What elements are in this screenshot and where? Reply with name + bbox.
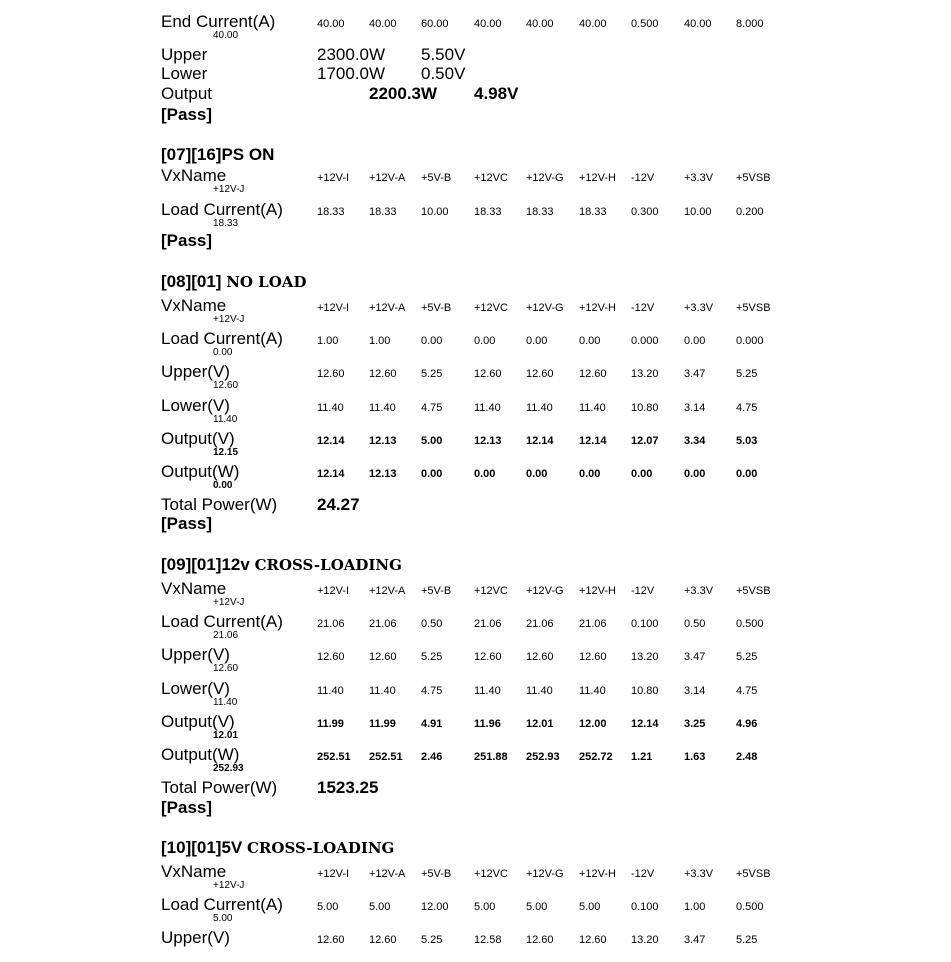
value-cell: 18.33 (474, 206, 502, 218)
value-cell: +3.3V (684, 868, 714, 880)
row-sub-value: +12V-J (213, 314, 245, 325)
value-cell: 12.60 (526, 934, 554, 946)
value-cell: 0.00 (684, 335, 706, 347)
value-cell: 12.13 (369, 435, 397, 447)
value-cell: 5.00 (579, 901, 601, 913)
value-cell: 12.58 (474, 934, 502, 946)
value-cell: 12.60 (579, 368, 607, 380)
value-cell: 3.47 (684, 651, 706, 663)
value-cell: 21.06 (579, 618, 607, 630)
value-cell: 12.60 (526, 368, 554, 380)
value-cell: +12V-I (317, 172, 350, 184)
row-sub-value: 18.33 (213, 218, 239, 229)
value-cell: 0.000 (631, 335, 659, 347)
value-cell: 5.25 (421, 934, 443, 946)
value-cell: 21.06 (317, 618, 345, 630)
row-label: Output(V) (161, 429, 235, 448)
value-cell: 8.000 (736, 18, 764, 30)
value-cell: 10.80 (631, 685, 659, 697)
value-cell: 5.00 (474, 901, 496, 913)
value-cell: 21.06 (526, 618, 554, 630)
vxname-row (0, 296, 951, 330)
row-label: Output(W) (161, 462, 240, 481)
value-cell: 11.40 (474, 685, 501, 697)
value-cell: +5V-B (421, 172, 452, 184)
value-cell: 12.60 (474, 651, 502, 663)
value-cell: 3.25 (684, 718, 706, 730)
value-cell: 12.14 (317, 435, 345, 447)
value-cell: 11.40 (317, 402, 344, 414)
value-cell: 12.60 (317, 368, 345, 380)
value-cell: +12V-H (579, 868, 616, 880)
value-cell: 5.00 (526, 901, 548, 913)
row-label: Load Current(A) (161, 200, 283, 219)
upper-voltage-row (0, 645, 951, 679)
value-cell: 11.99 (369, 718, 396, 730)
value-cell: +5V-B (421, 868, 452, 880)
row-sub-value: 11.40 (213, 697, 238, 708)
upper-volt: 5.50V (421, 45, 466, 64)
value-cell: 12.14 (526, 435, 554, 447)
lower-volt: 0.50V (421, 64, 466, 83)
value-cell: 4.91 (421, 718, 443, 730)
value-cell: 12.14 (317, 468, 345, 480)
value-cell: 18.33 (526, 206, 554, 218)
value-cell: 0.100 (631, 901, 659, 913)
output-voltage-row (0, 429, 951, 463)
vxname-row (0, 862, 951, 896)
value-cell: 12.14 (631, 718, 659, 730)
value-cell: 12.60 (579, 651, 607, 663)
output-voltage-row (0, 712, 951, 746)
value-cell: +12V-I (317, 302, 350, 314)
value-cell: 18.33 (579, 206, 607, 218)
value-cell: 4.96 (736, 718, 758, 730)
value-cell: 12.60 (369, 368, 397, 380)
value-cell: 11.99 (317, 718, 344, 730)
value-cell: 5.00 (317, 901, 339, 913)
row-label: Lower(V) (161, 679, 230, 698)
value-cell: 12.07 (631, 435, 659, 447)
value-cell: +12V-A (369, 585, 406, 597)
output-volt: 4.98V (474, 84, 519, 103)
value-cell: 12.60 (579, 934, 607, 946)
value-cell: 0.50 (684, 618, 706, 630)
value-cell: 12.60 (369, 934, 397, 946)
value-cell: 12.14 (579, 435, 607, 447)
value-cell: +5V-B (421, 585, 452, 597)
value-cell: +12V-G (526, 302, 564, 314)
row-sub-value: 252.93 (213, 763, 244, 774)
total-power-label: Total Power(W) (161, 495, 278, 514)
load-current-row (0, 329, 951, 363)
value-cell: +12V-H (579, 585, 616, 597)
value-cell: 11.40 (579, 402, 606, 414)
value-cell: 0.00 (421, 335, 443, 347)
value-cell: 11.96 (474, 718, 501, 730)
value-cell: +12V-I (317, 868, 350, 880)
value-cell: +3.3V (684, 302, 714, 314)
load-current-row (0, 200, 951, 234)
value-cell: 12.60 (369, 651, 397, 663)
section-id: [08][01] (161, 272, 227, 291)
row-label: Upper(V) (161, 362, 230, 381)
value-cell: +3.3V (684, 585, 714, 597)
value-cell: 0.50 (421, 618, 443, 630)
row-label: Output(W) (161, 745, 240, 764)
value-cell: 5.03 (736, 435, 758, 447)
output-label: Output (161, 84, 213, 103)
section-title: NO LOAD (226, 273, 307, 291)
value-cell: 0.200 (736, 206, 764, 218)
value-cell: 3.14 (684, 402, 706, 414)
pass-status: [Pass] (161, 798, 213, 817)
value-cell: 1.00 (317, 335, 339, 347)
value-cell: +12VC (474, 302, 508, 314)
vxname-row (0, 579, 951, 613)
value-cell: 12.60 (474, 368, 502, 380)
value-cell: 0.500 (736, 618, 764, 630)
end-current-row (0, 12, 951, 46)
value-cell: 3.47 (684, 934, 706, 946)
value-cell: +12V-G (526, 585, 564, 597)
value-cell: +3.3V (684, 172, 714, 184)
section-heading: [07][16]PS ON (161, 145, 275, 164)
value-cell: 21.06 (369, 618, 397, 630)
value-cell: 40.00 (474, 18, 502, 30)
value-cell: 251.88 (474, 751, 508, 763)
section-heading (161, 555, 402, 575)
value-cell: 0.500 (631, 18, 659, 30)
value-cell: +5VSB (736, 302, 771, 314)
upper-watt: 2300.0W (317, 45, 386, 64)
row-label: Upper(V) (161, 928, 230, 947)
value-cell: 0.00 (474, 335, 496, 347)
value-cell: 13.20 (631, 368, 659, 380)
value-cell: +12VC (474, 172, 508, 184)
value-cell: 12.13 (369, 468, 397, 480)
value-cell: 0.00 (684, 468, 706, 480)
value-cell: 12.01 (526, 718, 554, 730)
total-power-value: 1523.25 (317, 778, 379, 797)
total-power-value: 24.27 (317, 495, 360, 514)
value-cell: 1.63 (684, 751, 706, 763)
lower-label: Lower (161, 64, 208, 83)
lower-watt: 1700.0W (317, 64, 386, 83)
value-cell: 0.00 (526, 468, 548, 480)
value-cell: 1.00 (684, 901, 706, 913)
row-label: Load Current(A) (161, 329, 283, 348)
value-cell: 5.25 (736, 368, 758, 380)
value-cell: +5VSB (736, 172, 771, 184)
row-sub-value: 11.40 (213, 414, 238, 425)
value-cell: 4.75 (421, 685, 443, 697)
value-cell: 11.40 (526, 402, 553, 414)
value-cell: -12V (631, 868, 655, 880)
value-cell: 12.00 (579, 718, 607, 730)
value-cell: 4.75 (421, 402, 443, 414)
section-id: [10][01]5V (161, 838, 247, 857)
value-cell: 2.48 (736, 751, 758, 763)
pass-status: [Pass] (161, 105, 213, 124)
value-cell: 252.51 (317, 751, 351, 763)
value-cell: 11.40 (369, 402, 396, 414)
row-sub-value: 12.01 (213, 730, 239, 741)
value-cell: 10.00 (684, 206, 712, 218)
pass-status: [Pass] (161, 514, 213, 533)
row-sub-value: 21.06 (213, 630, 239, 641)
output-watt-row (0, 462, 951, 496)
value-cell: 5.25 (736, 651, 758, 663)
value-cell: 10.80 (631, 402, 659, 414)
value-cell: 0.00 (421, 468, 443, 480)
value-cell: 40.00 (369, 18, 397, 30)
value-cell: +12VC (474, 868, 508, 880)
pass-status: [Pass] (161, 231, 213, 250)
section-heading (161, 272, 306, 292)
value-cell: 18.33 (369, 206, 397, 218)
value-cell: 0.00 (631, 468, 653, 480)
load-current-row (0, 612, 951, 646)
value-cell: 5.00 (369, 901, 391, 913)
row-label: End Current(A) (161, 12, 276, 31)
upper-label: Upper (161, 45, 208, 64)
value-cell: +5VSB (736, 868, 771, 880)
value-cell: +5V-B (421, 302, 452, 314)
value-cell: 5.25 (421, 651, 443, 663)
value-cell: 0.000 (736, 335, 764, 347)
value-cell: 3.14 (684, 685, 706, 697)
row-label: Output(V) (161, 712, 235, 731)
value-cell: 0.500 (736, 901, 764, 913)
value-cell: 60.00 (421, 18, 449, 30)
value-cell: +5VSB (736, 585, 771, 597)
row-label: Load Current(A) (161, 895, 283, 914)
row-sub-value: 5.00 (213, 913, 233, 924)
value-cell: 252.51 (369, 751, 403, 763)
value-cell: 11.40 (579, 685, 606, 697)
value-cell: 12.60 (526, 651, 554, 663)
section-title: CROSS-LOADING (254, 556, 402, 574)
value-cell: -12V (631, 172, 655, 184)
row-sub-value: +12V-J (213, 880, 245, 891)
value-cell: 11.40 (317, 685, 344, 697)
value-cell: -12V (631, 585, 655, 597)
value-cell: 4.75 (736, 402, 758, 414)
value-cell: 5.00 (421, 435, 443, 447)
row-label: Load Current(A) (161, 612, 283, 631)
value-cell: 3.47 (684, 368, 706, 380)
value-cell: 0.00 (736, 468, 758, 480)
value-cell: +12V-I (317, 585, 350, 597)
value-cell: 3.34 (684, 435, 706, 447)
lower-voltage-row (0, 679, 951, 713)
value-cell: 0.300 (631, 206, 659, 218)
row-label: Upper(V) (161, 645, 230, 664)
value-cell: 0.00 (474, 468, 496, 480)
value-cell: 1.00 (369, 335, 391, 347)
load-current-row (0, 895, 951, 929)
vxname-row (0, 166, 951, 200)
row-label: Lower(V) (161, 396, 230, 415)
value-cell: 12.13 (474, 435, 502, 447)
value-cell: 40.00 (684, 18, 712, 30)
upper-voltage-row (0, 362, 951, 396)
row-sub-value: +12V-J (213, 184, 245, 195)
value-cell: 0.00 (579, 335, 601, 347)
value-cell: 11.40 (526, 685, 553, 697)
value-cell: -12V (631, 302, 655, 314)
row-sub-value: 12.60 (213, 380, 239, 391)
value-cell: 40.00 (317, 18, 345, 30)
section-id: [09][01]12v (161, 555, 255, 574)
value-cell: 5.25 (421, 368, 443, 380)
value-cell: 12.00 (421, 901, 449, 913)
value-cell: +12V-G (526, 172, 564, 184)
value-cell: +12V-A (369, 302, 406, 314)
value-cell: 0.100 (631, 618, 659, 630)
value-cell: 18.33 (317, 206, 345, 218)
value-cell: 252.72 (579, 751, 613, 763)
row-sub-value: 0.00 (213, 480, 233, 491)
value-cell: +12VC (474, 585, 508, 597)
row-label: VxName (161, 579, 227, 598)
row-sub-value: 12.15 (213, 447, 239, 458)
row-label: VxName (161, 862, 227, 881)
value-cell: 11.40 (369, 685, 396, 697)
value-cell: 12.60 (317, 651, 345, 663)
value-cell: 4.75 (736, 685, 758, 697)
lower-voltage-row (0, 396, 951, 430)
value-cell: +12V-G (526, 868, 564, 880)
value-cell: 5.25 (736, 934, 758, 946)
value-cell: 0.00 (579, 468, 601, 480)
upper-voltage-row (0, 928, 951, 962)
row-sub-value: +12V-J (213, 597, 245, 608)
section-heading (161, 838, 394, 858)
value-cell: 40.00 (526, 18, 554, 30)
value-cell: 2.46 (421, 751, 443, 763)
row-sub-value: 40.00 (213, 30, 239, 41)
value-cell: 13.20 (631, 651, 659, 663)
value-cell: 12.60 (317, 934, 345, 946)
value-cell: +12V-H (579, 172, 616, 184)
value-cell: 10.00 (421, 206, 449, 218)
value-cell: +12V-A (369, 868, 406, 880)
row-label: VxName (161, 296, 227, 315)
value-cell: +12V-H (579, 302, 616, 314)
output-watt: 2200.3W (369, 84, 438, 103)
row-sub-value: 12.60 (213, 663, 239, 674)
section-title: CROSS-LOADING (246, 839, 395, 857)
total-power-label: Total Power(W) (161, 778, 278, 797)
value-cell: 252.93 (526, 751, 560, 763)
value-cell: 40.00 (579, 18, 607, 30)
value-cell: 1.21 (631, 751, 653, 763)
row-label: VxName (161, 166, 227, 185)
value-cell: +12V-A (369, 172, 406, 184)
value-cell: 13.20 (631, 934, 659, 946)
value-cell: 0.00 (526, 335, 548, 347)
value-cell: 21.06 (474, 618, 502, 630)
value-cell: 11.40 (474, 402, 501, 414)
row-sub-value: 0.00 (213, 347, 233, 358)
output-watt-row (0, 745, 951, 779)
